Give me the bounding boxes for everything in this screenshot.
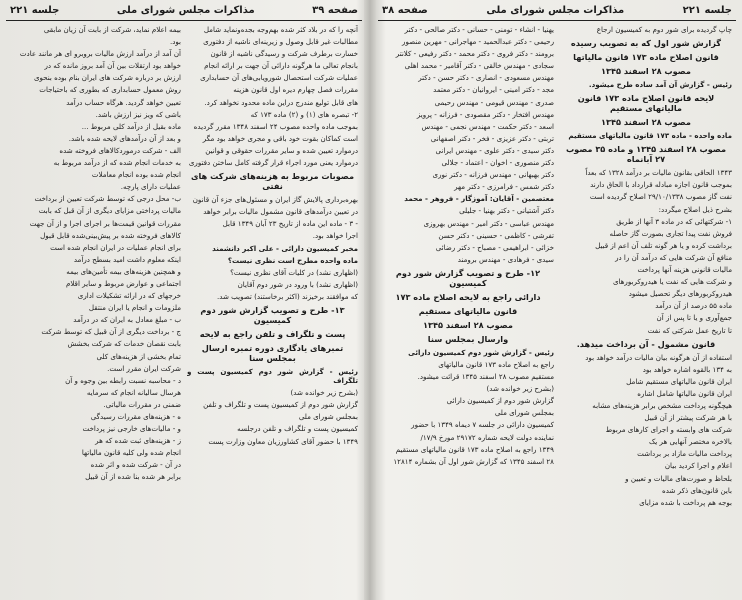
text-line: کمیسیون پست و تلگراف و تلفن درجلسه [237, 424, 358, 434]
text-line: تربتی - دکتر عزیزی - فخر - دکتر اصفهانی [430, 133, 554, 143]
text-line: قانون مشمول - آن برداخت میدهد. [576, 338, 716, 349]
text-line: مالیات پرداختی مزایای دیگری از آن قبل که بابت [38, 206, 181, 216]
text-line: ارزش بر درباره شرکت های ایران بنام بوده بنحوی [33, 73, 181, 83]
session-number: جلسه ۲۲۱ [682, 4, 732, 16]
book-gutter [364, 0, 376, 600]
text-line: منافع آن شرکت هایی که درآمد آن را در [615, 252, 732, 262]
text-line: روش معمول حسابداری که بطوری که باحتیاجات [39, 85, 181, 95]
text-line: ۱۳۴۹ با حضور آقای کشاورزیان معاون وزارت پست [208, 436, 358, 446]
text-line: ۱۲- طرح و تصویب گزارش شور دوم کمیسیون [395, 267, 541, 288]
text-line: تعیین خواهد گردید. هرگاه حساب درآمد [66, 97, 181, 107]
session-number: جلسه ۲۲۱ [10, 4, 60, 16]
text-line: فروش نفت پیدا تجاری بصورت گاز حاصله [609, 228, 732, 238]
page-number: صفحه ۳۹ [312, 4, 358, 16]
text-line: قانون مالیاتهای مستقیم [418, 305, 518, 316]
text-line: خرجهای که در ارائه تشکیلات اداری [77, 291, 181, 301]
text-line: سیدی - فرهادی - مهندس برومند [457, 254, 554, 264]
text-line: مقررات فصل چهارم دیره اول قانون هزینه [233, 85, 358, 95]
text-line: و شرکت هایی که نفت یا هیدروکربورهای [612, 277, 732, 287]
text-line: اسعد - دکتر حکمت - مهندس نجمی - مهندس [421, 121, 554, 131]
text-line: هیدروکربورهای دیگر تحصیل میشود [628, 289, 732, 299]
text-line: ب - مبلغ معادل به ایران که در درآمد [73, 315, 181, 325]
text-line: رئیس - گزارش شور دوم کمیسیون دارائی [408, 347, 554, 357]
text-line: تمبرهای یادگاری دوره تمبره‌ ارسال بمجلس سنا [201, 342, 344, 363]
left-page-header [6, 0, 362, 21]
text-line: قانون اصلاح ماده ۱۷۳ قانون مالیاتها [573, 52, 719, 63]
text-line: دکتر شمس - فرامرزی - دکتر مهر [454, 182, 554, 192]
text-line: در آن - شرکت شده و اثر شده [90, 460, 181, 470]
text-line: ایران قانون مالیاتهای مستقیم شامل [626, 376, 732, 386]
left-page-columns [6, 21, 362, 597]
text-line: آن آمد از درآمد ارزش مالیات بروبرو ای هر مانند عادت [19, 49, 181, 59]
text-line: جمع‌آوری و یا تا پس از آن [656, 313, 732, 323]
text-line: د - محاسبه نسبت رابطه بین وجوه و آن [65, 375, 181, 385]
text-line: سجادی - مهندس خالقی - دکتر آقامیر - محمد اهلی [404, 61, 554, 71]
text-line: ماده ۵۵ درصد از آن درآمد [655, 301, 732, 311]
text-line: ۲۸ اسفند ۱۳۴۵ که گزارش شور اول آن بشماره ۱۲۸۱۴ [393, 456, 554, 466]
text-line: بموجب قانون اجازه مبادله قرارداد با الحاق دارند [590, 180, 732, 190]
text-line: مهندس مسعودی - انصاری - دکتر حسن - دکتر [418, 73, 554, 83]
text-line: مهندس عباسی - دکتر امیر - مهندس بهروزی [423, 218, 554, 228]
text-line: گزارش شور اول که به تصویب رسیده [570, 38, 722, 49]
text-line: اجتماعی و عوارض مربوط و سایر اقلام [65, 278, 181, 288]
text-line: عملیات شرکت استحصال شورویابی‌های آن حسابداری [200, 73, 358, 83]
text-line: مجد - دکتر امینی - ایروانیان - دکتر معتمد [433, 85, 554, 95]
text-line: آنچه را که در بلاد کثر شده بهم‌وجه بجده‌ونماید شامل [203, 25, 358, 34]
text-line: برومند - دکتر فروی - دکتر محمد - دکتر رفیعی - کلانتر [395, 49, 554, 59]
text-line: اعلام و اجرا کردید بیان [664, 461, 732, 471]
text-line: به خدمات انجام شده که از درآمد مربوط به [53, 158, 181, 168]
text-line: دکتر آشتیانی - دکتر بهنیا - جلیلی [459, 206, 554, 216]
text-line: دکتر سیدی - دکتر علوی - مهندس ایرانی [435, 145, 554, 155]
text-line: است کماکان بقوت خود باقی و مجری خواهد بود مگر [202, 133, 358, 143]
text-line: نماینده دولت لایحه شماره ۲۹۱۷۲ مورخ ۱۷/۹/ [420, 432, 554, 442]
text-line: الف - شرکت درموردکالاهای فروخته شده [59, 145, 181, 155]
text-line: کمیسیون دارائی در جلسه ۷ دیماه ۱۳۴۹ با حضور [411, 420, 554, 430]
text-line: ۱- شرکتهائی که در ماده ۳ آنها از طریق [616, 216, 732, 226]
text-line: (بشرح زیر خوانده شد) [290, 388, 358, 398]
text-line: بود. [169, 37, 181, 47]
text-line: بوجه هم پرداخت با شده مزایای [639, 497, 732, 507]
header-title: مذاکرات مجلس شورای ملی [486, 4, 625, 16]
text-line: گزارش شور دوم از کمیسیون دارائی [446, 396, 554, 406]
left-page [6, 0, 362, 600]
header-title: مذاکرات مجلس شورای ملی [116, 4, 255, 16]
text-line: وارسال بمجلس سنا [427, 333, 509, 344]
text-line: ز - هزینه‌های ثبت شده که هر [95, 436, 181, 446]
text-line: ماده واحده - ماده ۱۷۳ قانون مالیاتهای مستقیم [568, 131, 732, 141]
text-line: ۱۳- طرح و تصویب گزارش شور دوم کمیسیون [200, 304, 345, 325]
text-line: ه - هزینه‌های مقررات رسیدگی [90, 412, 181, 421]
text-line: و بعد از آن درآمدهای لایحه شده باشد. [68, 133, 181, 143]
text-line: تفرشی - کاظمی - حسینی - دکتر حسن [438, 230, 554, 240]
text-line: مطالبات غیر قابل وصول و زیرینه‌ای ناشیه از دفتوری [203, 37, 358, 47]
text-line: بابت نقصان خدمات که شرکت بخشش [67, 339, 181, 349]
text-line: اینکه معلوم داشت امید بسطح درآمد [73, 254, 181, 264]
right-page-columns [378, 21, 736, 597]
text-line: چاپ گردیده برای شور دوم به کمیسیون ارجاع [596, 25, 732, 34]
text-line: رئیس - گزارش شور دوم کمیسیون پست و تلگراف [187, 366, 358, 386]
text-line: هرسال سالیانه انجام که سرمایه [86, 387, 181, 397]
text-line: مخبر کمیسیون دارائی - علی اکبر دانشمند [212, 243, 358, 253]
text-line: خواهد بود ارتقلات بین آن آمد بروز مانده که در [44, 61, 181, 71]
text-line: ایران قانون مالیاتها شامل اشاره [637, 388, 732, 398]
column-right [187, 25, 358, 597]
text-line: دکتر منصوری - اخوان - اعتماد - جلالی [441, 158, 554, 168]
text-line: بموجب ماده واحده مصوب ۲۴ اسفند ۱۳۴۸ مقرر گردیده [193, 121, 358, 131]
right-page [378, 0, 736, 600]
text-line: مصوب ۲۸ اسفند ۱۳۴۵ [601, 66, 691, 77]
text-line: بمجلس شورای ملی [494, 408, 554, 418]
text-line: هیچگونه پرداخت مشخص برابر هزینه‌های مشابه [592, 400, 732, 410]
text-line: مهندس افتخار - دکتر مقصودی - فرزانه - پرویز [416, 109, 554, 119]
text-line: بیمه اعلام نماید، شرکت از بابت آن زیان مابقی [43, 25, 181, 34]
column-left [10, 25, 181, 597]
text-line: برای انجام عملیات در ایران انجام شده است [50, 242, 181, 252]
text-line: بالاخره مختصر آنهایی هر یک [648, 437, 732, 447]
text-line: گزارش شور دوم از کمیسیون پست و تلگراف و تلفن [203, 400, 358, 410]
text-line: نفت گاز مصوب ۲۹/۱۰/۱۳۳۸ اصلاح گردیده است [589, 192, 732, 202]
text-line: انجام شده ولی کلیه قانون مالیاتها [81, 448, 181, 458]
text-line: خسارت برطرف شرکت و رسیدگی ناشیه از قانون [210, 49, 358, 59]
text-line: مستقیم مصوب ۲۸ اسفند ۱۳۴۵ قرائت میشود. [417, 372, 554, 382]
page-number: صفحه ۳۸ [382, 4, 428, 16]
column-left [382, 25, 554, 597]
text-line: عملیات دارای پارچه. [120, 182, 181, 192]
text-line: باین قانون‌های ذکر شده [662, 485, 732, 495]
text-line: مالیات قانونی هزینه آنها پرداخت [637, 265, 732, 275]
text-line: معتصمین - آقایان: آموزگار - فروهر - محمد [404, 194, 554, 204]
text-line: مصوب ۲۸ اسفند ۱۳۴۵ و ماده ۳۵ مصوب ۲۷ آبانماه [565, 144, 727, 165]
text-line: ضمنی در مقررات مالیاتی. [103, 399, 181, 409]
text-line: باشی که ویز نیز ارزش باشد. [95, 109, 181, 119]
text-line: برداشت کرده و یا هر گونه تلف آن اعم از قبیل [595, 240, 732, 250]
text-line: ملزومات و انجام یا ایران منتقل [88, 303, 181, 313]
text-line: درموارد تعیین شده و سایر مقررات حقوقی و قوانین [205, 145, 358, 155]
text-line: رئیس - گزارش آن آمد ساده طرح میشود. [588, 80, 732, 90]
text-line: صدری - مهندس قیومی - مهندس رحیمی [434, 97, 554, 107]
text-line: بهره‌برداری پالایش گاز ایران و مسئول‌های جزء آن قانون [192, 195, 358, 205]
text-line: برابر هر شده بنا شده از آن قبیل [85, 472, 181, 482]
text-line: (اظهاری نشد) در کلیات آقای نظری نیست؟ [230, 267, 358, 277]
text-line: (بشرح زیر خوانده شد) [486, 384, 554, 394]
text-line: کالاهای فروخته شده بر پیش‌بینی‌شده قابل قبول [40, 230, 181, 240]
text-line: به ۱۳۴ بالقوه اشاره خواهد بود [642, 364, 732, 374]
text-line: در تعیین درآمدهای قانون مشمول مالیات برابر خواهد [203, 207, 358, 217]
text-line: دارائی راجع به لایحه اصلاح ماده ۱۷۳ [395, 291, 541, 302]
text-line: دکتر بهبهانی - مهندس فرزانه - دکتر نوری [432, 170, 554, 180]
text-line: های قابل تولیع مندرج دراین ماده محدود نخواهد کرد. [204, 97, 358, 107]
text-line: ماده واحده مطرح است نظری نیست؟ [227, 255, 358, 265]
text-line: بلحاظ و صورت‌های مالیات و تعیین و [625, 473, 732, 483]
text-line: ۱۳۴۹ راجع به اصلاح ماده ۱۷۳ قانون مالیاتهای مستقیم [395, 444, 554, 454]
text-line: خزائی - ابراهیمی - مصباح - دکتر رضائی [435, 242, 554, 252]
text-line: یهنیا - انشاء - تومنی - حسانی - دکتر صالحی - دکتر [404, 25, 554, 34]
text-line: پرداخت مالیات مازاد بر برداشت [637, 449, 732, 459]
text-line: شرکت های وابسته و اجرای کارهای مربوط [605, 425, 732, 435]
text-line: مصوبات مربوط به هزینه‌های شرکت های نفتی [190, 171, 355, 192]
text-line: ۱۳۴۳ الحاقی بقانون مالیات بر درآمد ۱۳۲۸ که بعداً [585, 168, 732, 178]
text-line: و - مالیات‌های خارجی نیز پرداخت [82, 424, 181, 434]
text-line: که موافقند برخیزند (اکثر برخاستند) تصویب شد. [217, 291, 358, 301]
column-right [560, 25, 732, 597]
text-line: شرکت ایران مقرر است. [107, 363, 181, 373]
text-line: استفاده از آن هرگونه بیان مالیات درآمد خواهد بود [585, 352, 732, 362]
text-line: مصوب ۲۸ اسفند ۱۳۴۵ [423, 319, 513, 330]
text-line: ج - برداخت دیگری از آن قبیل که توسط شرکت [41, 327, 181, 337]
text-line: مصوب ۲۸ اسفند ۱۳۴۵ [601, 117, 691, 128]
text-line: ۲- تبصره های (۱) و (۲) ماده ۱۷۳ که [250, 109, 358, 119]
text-line: اجرا خواهد بود. [312, 231, 358, 241]
text-line: درموارد یعنی مورد اجراء قرار گرفته کامل ساختن دفتوری [188, 158, 358, 168]
text-line: بشرح ذیل اصلاح میگردد: [658, 204, 732, 214]
text-line: (اظهاری نشد) با ورود در شور دوم آقایان [237, 279, 358, 289]
text-line: تا تاریخ عمل شرکتی که نفت [647, 325, 732, 335]
text-line: بانجام تعالی ما هرگونه دارائی آن جهت بر ارائه انجام [204, 61, 358, 71]
right-page-header [378, 0, 736, 21]
text-line: - ۳ - ماده این ماده از تاریخ ۲۳ آبان ۱۳۴۹ قابل [222, 219, 358, 229]
text-line: راجع به اصلاح ماده ۱۷۳ قانون مالیاتهای [438, 359, 554, 369]
text-line: انجام شده بوده انجام معاملات [91, 170, 181, 180]
text-line: پست و تلگراف و تلفن راجع به لایحه [199, 328, 346, 339]
text-line: تمام بخشی از هزینه‌های کلی [96, 351, 181, 361]
text-line: و همچنین هزینه‌های بیمه تأمین‌های بیمه [66, 266, 181, 276]
text-line: لایحه قانون اصلاح ماده ۱۷۳ قانون مالیاتهای مستقیم [577, 93, 715, 114]
text-line: رحیمی - دکتر عبدالحمید - مهاجرانی - مهرین منصور [402, 37, 554, 47]
text-line: بمجلس شورای ملی [298, 412, 358, 422]
text-line: ب- محل درجی که توسط شرکت تعیین از برداخت [34, 194, 181, 204]
text-line: ماده بقیل از درآمد کلی مربوط ... [81, 121, 181, 131]
text-line: با هر شرکت پیشتر از آن قبیل [644, 413, 732, 423]
text-line: مقررات قوانین قیمت‌ها بر اجرای اجرا و از آن جهت [29, 218, 181, 228]
